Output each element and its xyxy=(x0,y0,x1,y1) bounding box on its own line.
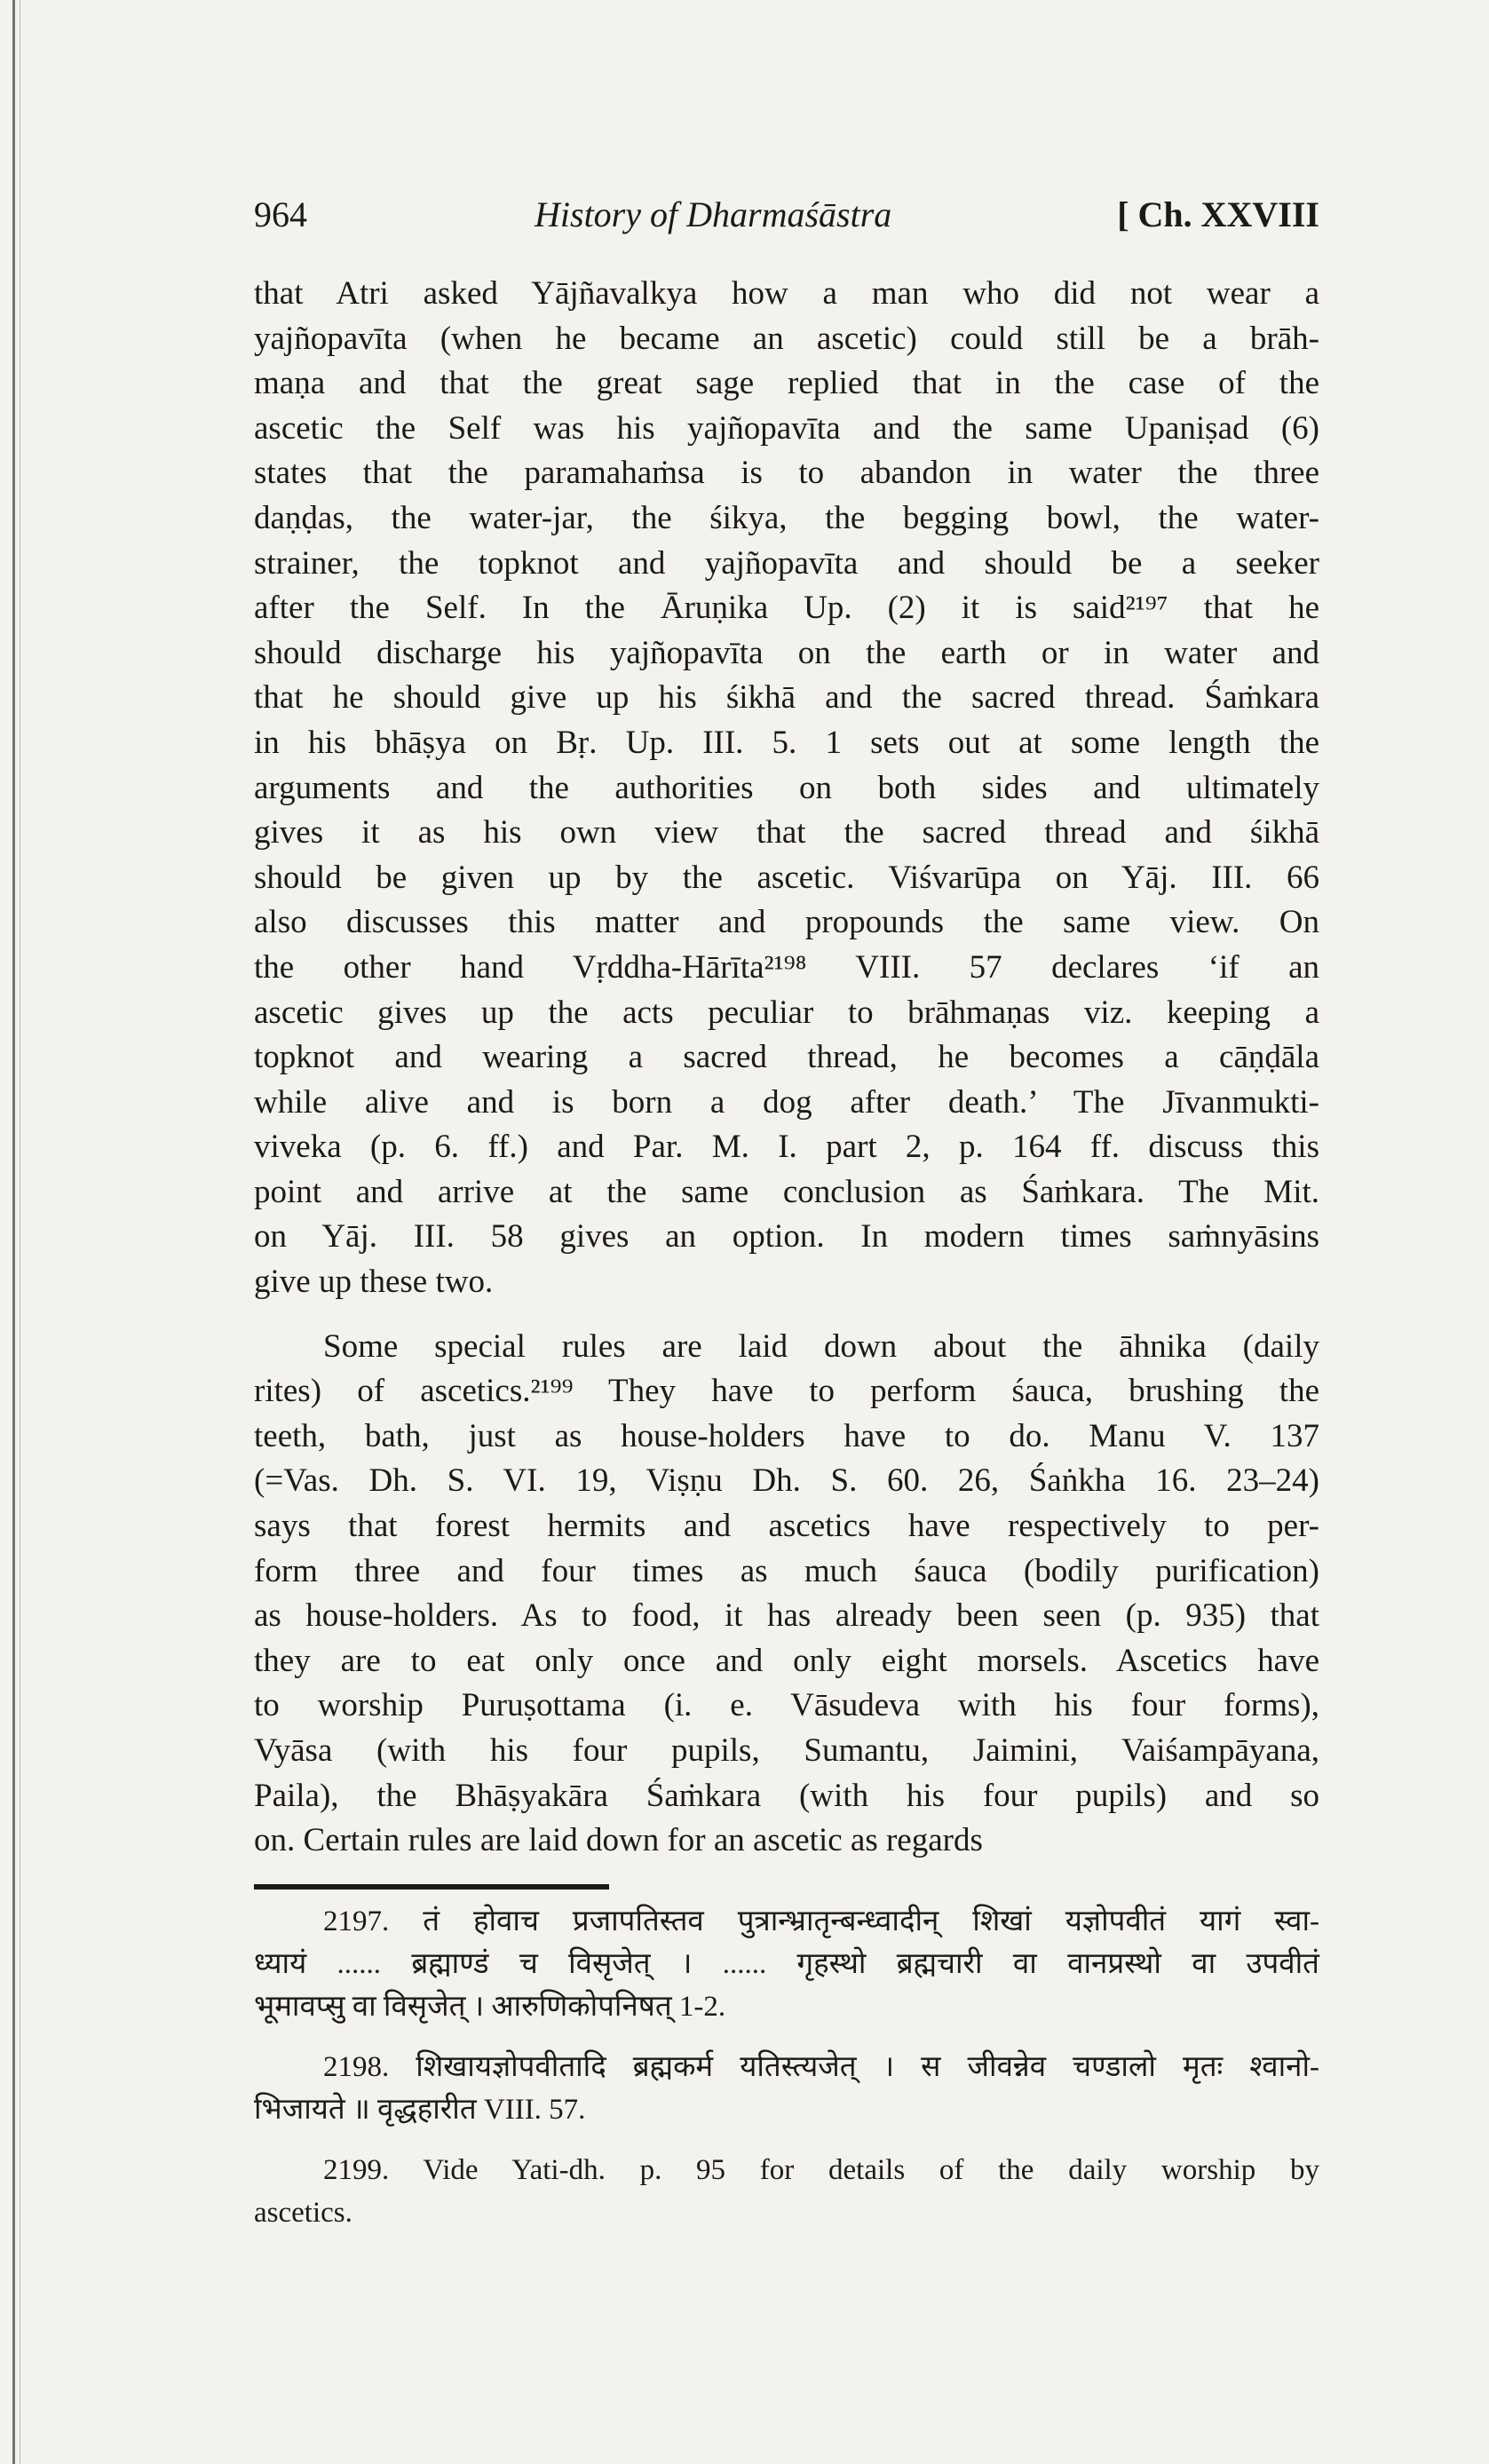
text-line: they are to eat only once and only eight morsels. Ascetics have xyxy=(254,1642,1319,1679)
text-line: after the Self. In the Āruṇika Up. (2) it is said²¹⁹⁷ that he xyxy=(254,590,1319,627)
text-line: on Yāj. III. 58 gives an option. In modern times saṁnyāsins xyxy=(254,1218,1319,1256)
paragraph-2 xyxy=(254,1325,1319,1864)
main-text xyxy=(254,272,1319,1864)
text-line: states that the paramahaṁsa is to abandon in water the three xyxy=(254,455,1319,492)
text-line: while alive and is born a dog after death.’ The Jīvanmukti- xyxy=(254,1083,1319,1121)
text-line: in his bhāṣya on Bṛ. Up. III. 5. 1 sets out at some length the xyxy=(254,724,1319,761)
text-line: to worship Puruṣottama (i. e. Vāsudeva with his four forms), xyxy=(254,1687,1319,1724)
footnote xyxy=(254,2046,1319,2131)
text-line: strainer, the topknot and yajñopavīta and should be a seeker xyxy=(254,544,1319,582)
page-edge-line xyxy=(12,0,15,2464)
text-line: point and arrive at the same conclusion as Śaṁkara. The Mit. xyxy=(254,1173,1319,1210)
footnote-line: ascetics. xyxy=(254,2197,352,2229)
text-line: also discusses this matter and propounds the same view. On xyxy=(254,904,1319,941)
footnote-line: 2197. तं होवाच प्रजापतिस्तव पुत्रान्भ्रातृन्बन्ध्वादीन् शिखां यज्ञोपवीतं यागं स्वा- xyxy=(323,1905,1319,1937)
text-line: Some special rules are laid down about the āhnika (daily xyxy=(323,1327,1319,1365)
book-title: History of Dharmaśāstra xyxy=(535,194,892,234)
paragraph-1 xyxy=(254,272,1319,1305)
chapter-label: [ Ch. XXVIII xyxy=(1117,194,1319,234)
text-line: as house-holders. As to food, it has already been seen (p. 935) that xyxy=(254,1597,1319,1635)
text-line: arguments and the authorities on both sides and ultimately xyxy=(254,769,1319,806)
footnotes xyxy=(254,1900,1319,2252)
text-line: says that forest hermits and ascetics have respectively to per- xyxy=(254,1508,1319,1545)
text-line: should be given up by the ascetic. Viśvarūpa on Yāj. III. 66 xyxy=(254,859,1319,896)
text-line: viveka (p. 6. ff.) and Par. M. I. part 2, p. 164 ff. discuss this xyxy=(254,1129,1319,1166)
text-line: that he should give up his śikhā and the sacred thread. Śaṁkara xyxy=(254,679,1319,717)
footnote xyxy=(254,1900,1319,2028)
text-line: gives it as his own view that the sacred thread and śikhā xyxy=(254,814,1319,852)
text-line: on. Certain rules are laid down for an ascetic as regards xyxy=(254,1822,983,1859)
text-line: maṇa and that the great sage replied that in the case of the xyxy=(254,365,1319,402)
running-header xyxy=(254,194,1319,247)
footnote-line: भिजायते ॥ वृद्धहारीत VIII. 57. xyxy=(254,2094,586,2126)
footnote xyxy=(254,2149,1319,2234)
footnote-line: भूमावप्सु वा विसृजेत् । आरुणिकोपनिषत् 1-2. xyxy=(254,1991,726,2023)
text-line: daṇḍas, the water-jar, the śikya, the begging bowl, the water- xyxy=(254,499,1319,536)
text-line: should discharge his yajñopavīta on the earth or in water and xyxy=(254,634,1319,671)
text-line: yajñopavīta (when he became an ascetic) could still be a brāh- xyxy=(254,320,1319,357)
text-line: give up these two. xyxy=(254,1264,494,1301)
footnote-rule xyxy=(254,1884,609,1890)
text-line: topknot and wearing a sacred thread, he becomes a cāṇḍāla xyxy=(254,1039,1319,1076)
text-line: ascetic the Self was his yajñopavīta and the same Upaniṣad (6) xyxy=(254,409,1319,447)
footnote-line: ध्यायं ...... ब्रह्माण्डं च विसृजेत् । ...... गृहस्थो ब्रह्मचारी वा वानप्रस्थो वा उपवीतं xyxy=(254,1948,1319,1980)
text-line: teeth, bath, just as house-holders have to do. Manu V. 137 xyxy=(254,1417,1319,1454)
text-line: that Atri asked Yājñavalkya how a man who did not wear a xyxy=(254,275,1319,312)
text-line: the other hand Vṛddha-Hārīta²¹⁹⁸ VIII. 57 declares ‘if an xyxy=(254,948,1319,986)
text-line: rites) of ascetics.²¹⁹⁹ They have to perform śauca, brushing the xyxy=(254,1373,1319,1410)
text-line: Vyāsa (with his four pupils, Sumantu, Jaimini, Vaiśampāyana, xyxy=(254,1732,1319,1769)
text-line: (=Vas. Dh. S. VI. 19, Viṣṇu Dh. S. 60. 26, Śaṅkha 16. 23–24) xyxy=(254,1462,1319,1500)
footnote-line: 2198. शिखायज्ञोपवीतादि ब्रह्मकर्म यतिस्त्यजेत् । स जीवन्नेव चण्डालो मृतः श्वानो- xyxy=(323,2051,1319,2083)
text-line: Paila), the Bhāṣyakāra Śaṁkara (with his four pupils) and so xyxy=(254,1777,1319,1814)
page-number: 964 xyxy=(254,194,307,234)
footnote-line: 2199. Vide Yati-dh. p. 95 for details of the daily worship by xyxy=(323,2154,1319,2186)
text-line: form three and four times as much śauca (bodily purification) xyxy=(254,1552,1319,1589)
text-line: ascetic gives up the acts peculiar to brāhmaṇas viz. keeping a xyxy=(254,994,1319,1031)
